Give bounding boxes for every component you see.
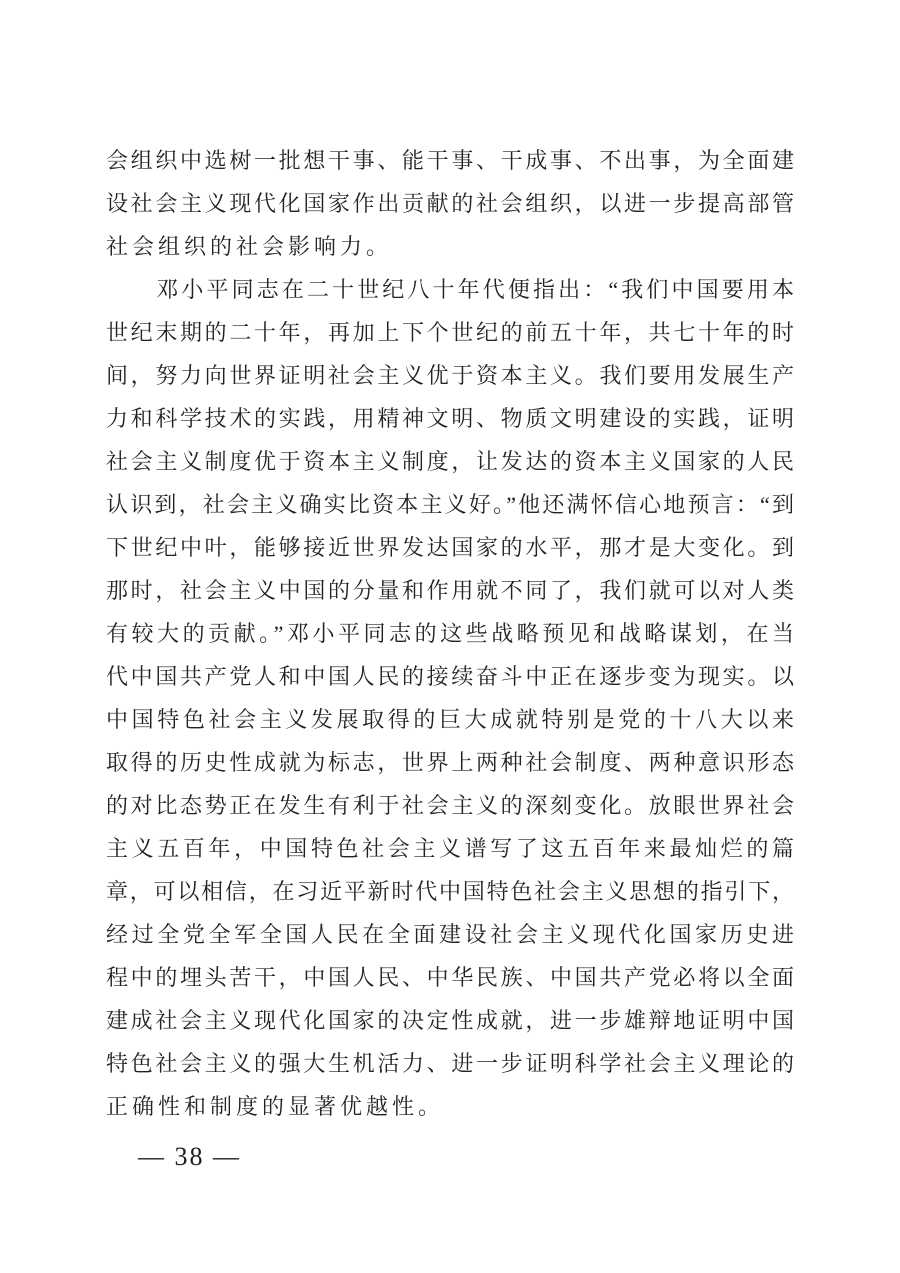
text-line: 特色社会主义的强大生机活力、进一步证明科学社会主义理论的 xyxy=(106,1051,794,1076)
page-number: — 38 — xyxy=(138,1142,241,1171)
text-line: 社会主义制度优于资本主义制度，让发达的资本主义国家的人民 xyxy=(106,449,794,474)
text-line: 经过全党全军全国人民在全面建设社会主义现代化国家历史进 xyxy=(106,922,794,947)
text-line: 力和科学技术的实践，用精神文明、物质文明建设的实践，证明 xyxy=(106,406,794,431)
text-line: 下世纪中叶，能够接近世界发达国家的水平，那才是大变化。到 xyxy=(106,535,794,560)
text-line: 社会组织的社会影响力。 xyxy=(106,234,393,259)
text-line: 有较大的贡献。”邓小平同志的这些战略预见和战略谋划，在当 xyxy=(106,621,794,646)
text-line: 会组织中选树一批想干事、能干事、干成事、不出事，为全面建 xyxy=(106,148,794,173)
text-line: 的对比态势正在发生有利于社会主义的深刻变化。放眼世界社会 xyxy=(106,793,794,818)
text-line: 取得的历史性成就为标志，世界上两种社会制度、两种意识形态 xyxy=(106,750,794,775)
text-block xyxy=(106,139,794,1128)
text-line: 正确性和制度的显著优越性。 xyxy=(106,1094,445,1119)
text-line: 设社会主义现代化国家作出贡献的社会组织，以进一步提高部管 xyxy=(106,191,794,216)
text-line: 邓小平同志在二十世纪八十年代便指出：“我们中国要用本 xyxy=(106,277,794,302)
text-line: 间，努力向世界证明社会主义优于资本主义。我们要用发展生产 xyxy=(106,363,794,388)
text-line: 中国特色社会主义发展取得的巨大成就特别是党的十八大以来 xyxy=(106,707,794,732)
text-line: 认识到，社会主义确实比资本主义好。”他还满怀信心地预言：“到 xyxy=(106,492,794,517)
text-line: 主义五百年，中国特色社会主义谱写了这五百年来最灿烂的篇 xyxy=(106,836,794,861)
text-line: 章，可以相信，在习近平新时代中国特色社会主义思想的指引下， xyxy=(106,879,794,904)
text-line: 那时，社会主义中国的分量和作用就不同了，我们就可以对人类 xyxy=(106,578,794,603)
text-line: 建成社会主义现代化国家的决定性成就，进一步雄辩地证明中国 xyxy=(106,1008,794,1033)
text-line: 程中的埋头苦干，中国人民、中华民族、中国共产党必将以全面 xyxy=(106,965,794,990)
text-line: 世纪末期的二十年，再加上下个世纪的前五十年，共七十年的时 xyxy=(106,320,794,345)
text-line: 代中国共产党人和中国人民的接续奋斗中正在逐步变为现实。以 xyxy=(106,664,794,689)
